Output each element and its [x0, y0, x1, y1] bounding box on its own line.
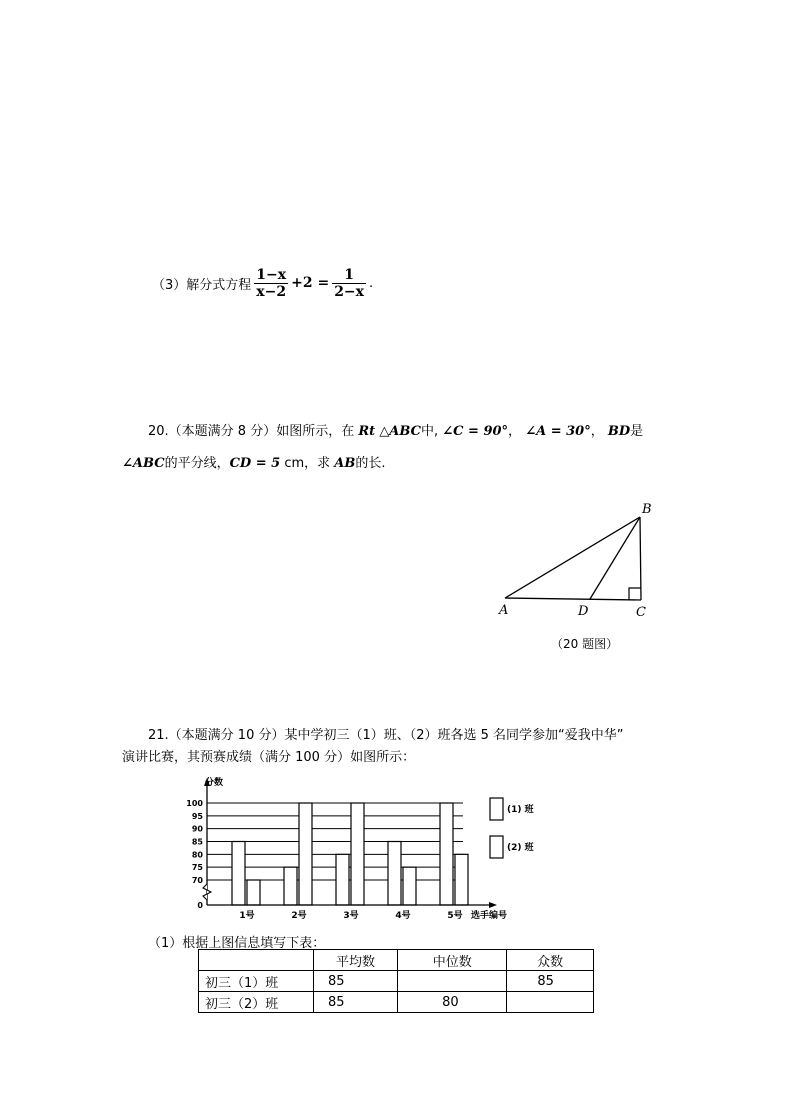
bar [247, 880, 260, 905]
y-tick-label: 90 [191, 824, 203, 834]
segment-bd [590, 517, 640, 599]
table-header-cell [199, 950, 314, 971]
y-axis-label: 分数 [205, 778, 224, 788]
legend-label: (2) 班 [507, 843, 534, 853]
q20-angle-abc: ∠ABC [122, 456, 165, 471]
q20-line-1 [148, 420, 643, 439]
x-tick-label: 5号 [447, 911, 463, 921]
q20-prefix: 20.（本题满分 8 分）如图所示，在 [148, 424, 355, 439]
legend-label: (1) 班 [507, 805, 534, 815]
q20-unit: cm，求 [284, 456, 331, 471]
legend-swatch [490, 798, 503, 820]
x-tick-label: 2号 [291, 911, 307, 921]
table-row [199, 971, 594, 992]
table-row-label: 初三（2）班 [199, 992, 314, 1013]
table-cell: 85 [507, 971, 594, 992]
q20-rt: Rt [358, 424, 376, 439]
y-tick-label: 70 [191, 876, 203, 885]
vertex-label-a: A [499, 603, 509, 618]
bar [284, 867, 297, 905]
q20-cd: CD = 5 [229, 456, 281, 471]
bar [351, 803, 364, 905]
table-header-cell: 众数 [507, 950, 594, 971]
y-tick-label: 0 [197, 901, 203, 910]
q20-triangle: △ABC [379, 424, 421, 439]
segment-ac [505, 598, 641, 600]
x-tick-label: 3号 [343, 911, 359, 921]
q20-zhong: 中, [420, 424, 439, 439]
bar [336, 854, 349, 905]
q21-line-1: 21.（本题满分 10 分）某中学初三（1）班、（2）班各选 5 名同学参加“爱我中华” [148, 728, 624, 743]
fraction-1-numerator: 1−x [256, 266, 287, 283]
table-cell [507, 992, 594, 1013]
x-tick-label: 1号 [239, 911, 255, 921]
fraction-1 [254, 267, 288, 300]
score-bar-chart [185, 770, 565, 925]
triangle-figure [490, 495, 680, 630]
table-cell: 80 [398, 992, 507, 1013]
bar [403, 867, 416, 905]
y-tick-label: 85 [191, 837, 203, 847]
bar [388, 842, 401, 906]
x-axis-label: 选手编号 [471, 911, 508, 921]
vertex-label-d: D [578, 604, 589, 619]
table-row [199, 992, 594, 1013]
right-angle-mark [629, 588, 641, 600]
q20-comma: ， [508, 424, 522, 439]
bar [232, 842, 245, 906]
table-header-row [199, 950, 594, 971]
fraction-1-denominator: x−2 [256, 283, 287, 300]
q19-3-equation [152, 262, 373, 304]
q20-ab: AB [334, 456, 356, 471]
equation-end: . [369, 275, 374, 291]
table-header-cell: 平均数 [314, 950, 398, 971]
q20-angle-a: ∠A = 30° [525, 424, 591, 439]
segment-ab [505, 517, 640, 598]
bar [440, 803, 453, 905]
table-cell: 85 [314, 992, 398, 1013]
q20-line2-mid: 的平分线， [164, 456, 230, 471]
y-tick-label: 80 [191, 850, 203, 860]
bar [455, 854, 468, 905]
q20-bd: BD [607, 424, 631, 439]
score-table [198, 949, 594, 1013]
table-header-cell: 中位数 [398, 950, 507, 971]
y-tick-label: 95 [191, 811, 203, 821]
vertex-label-c: C [636, 605, 646, 620]
legend-swatch [490, 836, 503, 858]
bar [299, 803, 312, 905]
q20-line-2 [122, 452, 386, 471]
table-cell: 85 [314, 971, 398, 992]
q21-line-2: 演讲比赛，其预赛成绩（满分 100 分）如图所示： [122, 750, 416, 765]
q20-angle-c: ∠C = 90° [442, 424, 509, 439]
fraction-2 [332, 267, 366, 300]
vertex-label-b: B [642, 502, 652, 517]
q20-comma: ， [590, 424, 604, 439]
x-tick-label: 4号 [395, 911, 411, 921]
fraction-2-denominator: 2−x [334, 283, 365, 300]
table-row-label: 初三（1）班 [199, 971, 314, 992]
table-intro: （1）根据上图信息填写下表： [148, 936, 326, 951]
x-axis-arrow [489, 902, 497, 908]
y-tick-label: 100 [186, 799, 203, 808]
equation-middle: +2 = [291, 275, 330, 291]
y-tick-label: 75 [191, 863, 203, 873]
axis-break-mark [203, 884, 211, 900]
figure-caption: （20 题图） [551, 637, 619, 651]
fraction-2-numerator: 1 [344, 266, 354, 283]
q20-line2-end: 的长. [355, 456, 386, 471]
q20-shi: 是 [630, 424, 644, 439]
table-cell [398, 971, 507, 992]
q19-3-label: （3）解分式方程 [152, 277, 252, 293]
